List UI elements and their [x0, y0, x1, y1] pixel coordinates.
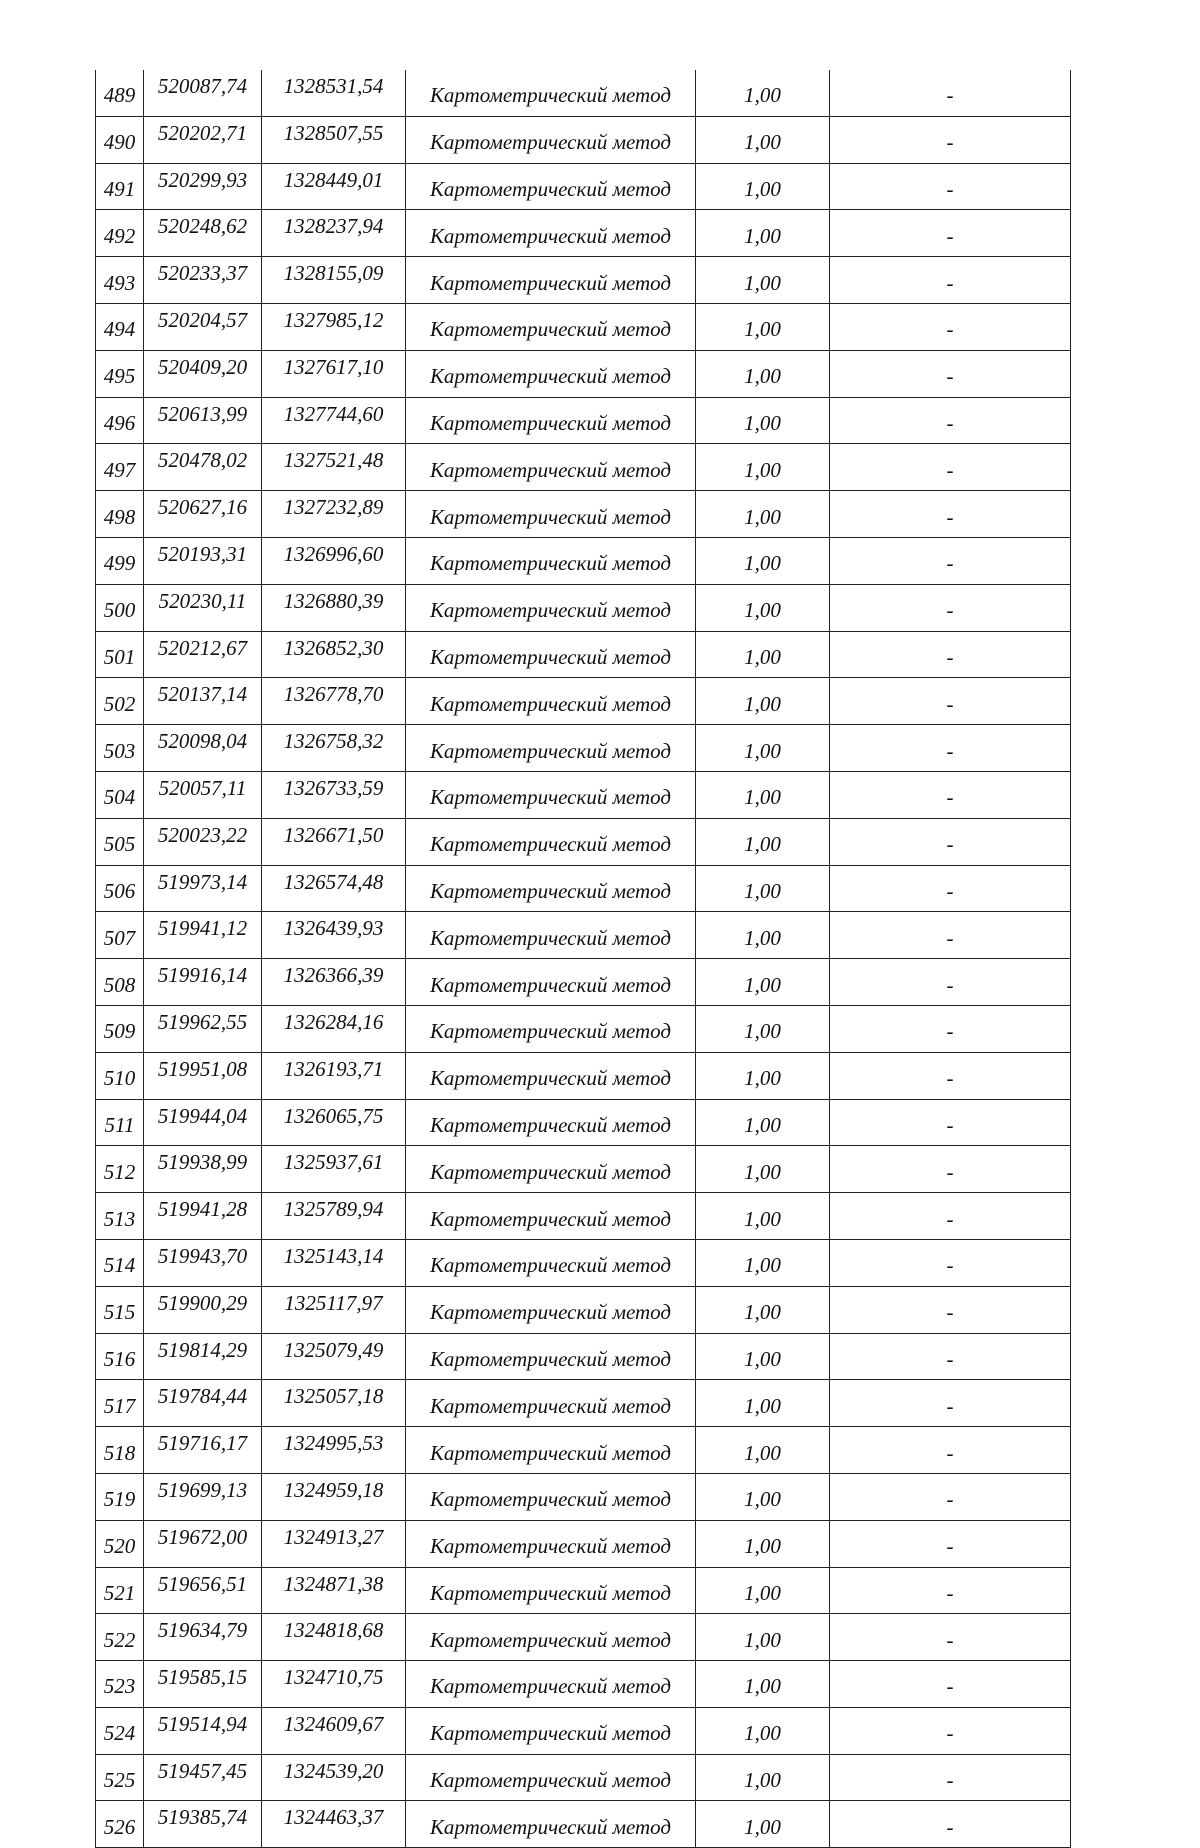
y-coordinate-cell: 1327617,10	[262, 350, 406, 397]
x-coordinate-cell: 520627,16	[144, 491, 262, 538]
note-cell: -	[830, 537, 1071, 584]
accuracy-cell: 1,00	[696, 350, 830, 397]
x-coordinate-cell: 520230,11	[144, 584, 262, 631]
y-coordinate-cell: 1326733,59	[262, 771, 406, 818]
y-coordinate-cell: 1325117,97	[262, 1286, 406, 1333]
y-coordinate-cell: 1326439,93	[262, 912, 406, 959]
method-cell: Картометрический метод	[406, 1380, 696, 1427]
point-number-cell: 522	[96, 1614, 144, 1661]
table-row	[96, 1567, 1071, 1614]
x-coordinate-cell: 520212,67	[144, 631, 262, 678]
table-row	[96, 350, 1071, 397]
point-number-cell: 506	[96, 865, 144, 912]
y-coordinate-cell: 1326574,48	[262, 865, 406, 912]
table-row	[96, 1427, 1071, 1474]
x-coordinate-cell: 519938,99	[144, 1146, 262, 1193]
method-cell: Картометрический метод	[406, 1473, 696, 1520]
note-cell: -	[830, 1380, 1071, 1427]
note-cell: -	[830, 257, 1071, 304]
y-coordinate-cell: 1324818,68	[262, 1614, 406, 1661]
note-cell: -	[830, 210, 1071, 257]
note-cell: -	[830, 959, 1071, 1006]
table-row	[96, 1661, 1071, 1708]
method-cell: Картометрический метод	[406, 1286, 696, 1333]
coordinates-table	[95, 70, 1071, 1848]
point-number-cell: 518	[96, 1427, 144, 1474]
method-cell: Картометрический метод	[406, 912, 696, 959]
accuracy-cell: 1,00	[696, 70, 830, 116]
accuracy-cell: 1,00	[696, 303, 830, 350]
y-coordinate-cell: 1324463,37	[262, 1801, 406, 1848]
point-number-cell: 524	[96, 1707, 144, 1754]
table-row	[96, 959, 1071, 1006]
table-row	[96, 444, 1071, 491]
note-cell: -	[830, 1520, 1071, 1567]
x-coordinate-cell: 519951,08	[144, 1052, 262, 1099]
table-row	[96, 537, 1071, 584]
method-cell: Картометрический метод	[406, 444, 696, 491]
point-number-cell: 510	[96, 1052, 144, 1099]
method-cell: Картометрический метод	[406, 631, 696, 678]
note-cell: -	[830, 163, 1071, 210]
method-cell: Картометрический метод	[406, 1567, 696, 1614]
method-cell: Картометрический метод	[406, 1707, 696, 1754]
x-coordinate-cell: 520299,93	[144, 163, 262, 210]
accuracy-cell: 1,00	[696, 1239, 830, 1286]
table-row	[96, 1239, 1071, 1286]
note-cell: -	[830, 116, 1071, 163]
accuracy-cell: 1,00	[696, 537, 830, 584]
note-cell: -	[830, 725, 1071, 772]
point-number-cell: 491	[96, 163, 144, 210]
table-row	[96, 163, 1071, 210]
note-cell: -	[830, 1661, 1071, 1708]
x-coordinate-cell: 520248,62	[144, 210, 262, 257]
table-row	[96, 1707, 1071, 1754]
table-row	[96, 1146, 1071, 1193]
method-cell: Картометрический метод	[406, 584, 696, 631]
accuracy-cell: 1,00	[696, 444, 830, 491]
point-number-cell: 509	[96, 1005, 144, 1052]
y-coordinate-cell: 1325143,14	[262, 1239, 406, 1286]
point-number-cell: 490	[96, 116, 144, 163]
accuracy-cell: 1,00	[696, 678, 830, 725]
x-coordinate-cell: 520409,20	[144, 350, 262, 397]
y-coordinate-cell: 1325079,49	[262, 1333, 406, 1380]
table-row	[96, 1473, 1071, 1520]
method-cell: Картометрический метод	[406, 537, 696, 584]
point-number-cell: 489	[96, 70, 144, 116]
x-coordinate-cell: 520057,11	[144, 771, 262, 818]
method-cell: Картометрический метод	[406, 1427, 696, 1474]
point-number-cell: 498	[96, 491, 144, 538]
method-cell: Картометрический метод	[406, 1005, 696, 1052]
accuracy-cell: 1,00	[696, 491, 830, 538]
note-cell: -	[830, 1239, 1071, 1286]
note-cell: -	[830, 1427, 1071, 1474]
note-cell: -	[830, 397, 1071, 444]
x-coordinate-cell: 520202,71	[144, 116, 262, 163]
method-cell: Картометрический метод	[406, 1801, 696, 1848]
accuracy-cell: 1,00	[696, 1427, 830, 1474]
note-cell: -	[830, 444, 1071, 491]
y-coordinate-cell: 1325057,18	[262, 1380, 406, 1427]
y-coordinate-cell: 1324539,20	[262, 1754, 406, 1801]
method-cell: Картометрический метод	[406, 257, 696, 304]
note-cell: -	[830, 1286, 1071, 1333]
method-cell: Картометрический метод	[406, 210, 696, 257]
x-coordinate-cell: 519457,45	[144, 1754, 262, 1801]
accuracy-cell: 1,00	[696, 1146, 830, 1193]
note-cell: -	[830, 912, 1071, 959]
y-coordinate-cell: 1328531,54	[262, 70, 406, 116]
note-cell: -	[830, 350, 1071, 397]
method-cell: Картометрический метод	[406, 678, 696, 725]
x-coordinate-cell: 520023,22	[144, 818, 262, 865]
table-row	[96, 678, 1071, 725]
y-coordinate-cell: 1326065,75	[262, 1099, 406, 1146]
note-cell: -	[830, 1754, 1071, 1801]
y-coordinate-cell: 1324710,75	[262, 1661, 406, 1708]
method-cell: Картометрический метод	[406, 1520, 696, 1567]
x-coordinate-cell: 520478,02	[144, 444, 262, 491]
method-cell: Картометрический метод	[406, 1052, 696, 1099]
table-body	[96, 70, 1071, 1848]
accuracy-cell: 1,00	[696, 210, 830, 257]
x-coordinate-cell: 519784,44	[144, 1380, 262, 1427]
point-number-cell: 526	[96, 1801, 144, 1848]
y-coordinate-cell: 1326778,70	[262, 678, 406, 725]
note-cell: -	[830, 1473, 1071, 1520]
accuracy-cell: 1,00	[696, 116, 830, 163]
accuracy-cell: 1,00	[696, 257, 830, 304]
point-number-cell: 507	[96, 912, 144, 959]
point-number-cell: 504	[96, 771, 144, 818]
note-cell: -	[830, 631, 1071, 678]
x-coordinate-cell: 520193,31	[144, 537, 262, 584]
point-number-cell: 495	[96, 350, 144, 397]
table-row	[96, 1520, 1071, 1567]
x-coordinate-cell: 519514,94	[144, 1707, 262, 1754]
point-number-cell: 508	[96, 959, 144, 1006]
point-number-cell: 501	[96, 631, 144, 678]
method-cell: Картометрический метод	[406, 116, 696, 163]
point-number-cell: 525	[96, 1754, 144, 1801]
accuracy-cell: 1,00	[696, 865, 830, 912]
note-cell: -	[830, 1333, 1071, 1380]
point-number-cell: 497	[96, 444, 144, 491]
table-row	[96, 1614, 1071, 1661]
table-row	[96, 1193, 1071, 1240]
y-coordinate-cell: 1327521,48	[262, 444, 406, 491]
table-row	[96, 771, 1071, 818]
method-cell: Картометрический метод	[406, 818, 696, 865]
x-coordinate-cell: 520137,14	[144, 678, 262, 725]
table-row	[96, 865, 1071, 912]
point-number-cell: 521	[96, 1567, 144, 1614]
point-number-cell: 493	[96, 257, 144, 304]
note-cell: -	[830, 1801, 1071, 1848]
point-number-cell: 515	[96, 1286, 144, 1333]
x-coordinate-cell: 519699,13	[144, 1473, 262, 1520]
y-coordinate-cell: 1327232,89	[262, 491, 406, 538]
table-row	[96, 116, 1071, 163]
y-coordinate-cell: 1327744,60	[262, 397, 406, 444]
x-coordinate-cell: 519943,70	[144, 1239, 262, 1286]
point-number-cell: 519	[96, 1473, 144, 1520]
table-row	[96, 1801, 1071, 1848]
y-coordinate-cell: 1328155,09	[262, 257, 406, 304]
note-cell: -	[830, 1707, 1071, 1754]
table-row	[96, 1005, 1071, 1052]
table-row	[96, 912, 1071, 959]
point-number-cell: 494	[96, 303, 144, 350]
method-cell: Картометрический метод	[406, 1754, 696, 1801]
method-cell: Картометрический метод	[406, 1099, 696, 1146]
x-coordinate-cell: 519634,79	[144, 1614, 262, 1661]
table-row	[96, 1754, 1071, 1801]
point-number-cell: 500	[96, 584, 144, 631]
x-coordinate-cell: 519716,17	[144, 1427, 262, 1474]
y-coordinate-cell: 1328237,94	[262, 210, 406, 257]
point-number-cell: 512	[96, 1146, 144, 1193]
y-coordinate-cell: 1324871,38	[262, 1567, 406, 1614]
table-row	[96, 303, 1071, 350]
table-row	[96, 1052, 1071, 1099]
note-cell: -	[830, 678, 1071, 725]
y-coordinate-cell: 1326852,30	[262, 631, 406, 678]
method-cell: Картометрический метод	[406, 1239, 696, 1286]
accuracy-cell: 1,00	[696, 725, 830, 772]
note-cell: -	[830, 303, 1071, 350]
method-cell: Картометрический метод	[406, 1193, 696, 1240]
y-coordinate-cell: 1326996,60	[262, 537, 406, 584]
y-coordinate-cell: 1325789,94	[262, 1193, 406, 1240]
accuracy-cell: 1,00	[696, 1614, 830, 1661]
note-cell: -	[830, 491, 1071, 538]
accuracy-cell: 1,00	[696, 1193, 830, 1240]
accuracy-cell: 1,00	[696, 1286, 830, 1333]
x-coordinate-cell: 519656,51	[144, 1567, 262, 1614]
note-cell: -	[830, 1614, 1071, 1661]
x-coordinate-cell: 519916,14	[144, 959, 262, 1006]
point-number-cell: 511	[96, 1099, 144, 1146]
x-coordinate-cell: 519585,15	[144, 1661, 262, 1708]
method-cell: Картометрический метод	[406, 350, 696, 397]
table-row	[96, 1333, 1071, 1380]
x-coordinate-cell: 519900,29	[144, 1286, 262, 1333]
note-cell: -	[830, 1567, 1071, 1614]
table-row	[96, 210, 1071, 257]
point-number-cell: 514	[96, 1239, 144, 1286]
table-row	[96, 70, 1071, 116]
note-cell: -	[830, 818, 1071, 865]
method-cell: Картометрический метод	[406, 397, 696, 444]
table-row	[96, 257, 1071, 304]
y-coordinate-cell: 1325937,61	[262, 1146, 406, 1193]
table-row	[96, 1286, 1071, 1333]
point-number-cell: 513	[96, 1193, 144, 1240]
point-number-cell: 523	[96, 1661, 144, 1708]
table-row	[96, 1380, 1071, 1427]
point-number-cell: 520	[96, 1520, 144, 1567]
accuracy-cell: 1,00	[696, 1707, 830, 1754]
x-coordinate-cell: 520613,99	[144, 397, 262, 444]
point-number-cell: 499	[96, 537, 144, 584]
point-number-cell: 505	[96, 818, 144, 865]
method-cell: Картометрический метод	[406, 1614, 696, 1661]
point-number-cell: 492	[96, 210, 144, 257]
table-row	[96, 631, 1071, 678]
y-coordinate-cell: 1324913,27	[262, 1520, 406, 1567]
accuracy-cell: 1,00	[696, 771, 830, 818]
y-coordinate-cell: 1326758,32	[262, 725, 406, 772]
accuracy-cell: 1,00	[696, 1473, 830, 1520]
y-coordinate-cell: 1326284,16	[262, 1005, 406, 1052]
y-coordinate-cell: 1326193,71	[262, 1052, 406, 1099]
accuracy-cell: 1,00	[696, 1801, 830, 1848]
accuracy-cell: 1,00	[696, 1099, 830, 1146]
point-number-cell: 502	[96, 678, 144, 725]
x-coordinate-cell: 519385,74	[144, 1801, 262, 1848]
accuracy-cell: 1,00	[696, 1520, 830, 1567]
x-coordinate-cell: 520087,74	[144, 70, 262, 116]
accuracy-cell: 1,00	[696, 1380, 830, 1427]
y-coordinate-cell: 1326671,50	[262, 818, 406, 865]
note-cell: -	[830, 1146, 1071, 1193]
x-coordinate-cell: 519944,04	[144, 1099, 262, 1146]
accuracy-cell: 1,00	[696, 818, 830, 865]
method-cell: Картометрический метод	[406, 1146, 696, 1193]
y-coordinate-cell: 1324609,67	[262, 1707, 406, 1754]
accuracy-cell: 1,00	[696, 1567, 830, 1614]
y-coordinate-cell: 1324959,18	[262, 1473, 406, 1520]
point-number-cell: 496	[96, 397, 144, 444]
method-cell: Картометрический метод	[406, 1661, 696, 1708]
note-cell: -	[830, 1052, 1071, 1099]
note-cell: -	[830, 1193, 1071, 1240]
method-cell: Картометрический метод	[406, 725, 696, 772]
point-number-cell: 517	[96, 1380, 144, 1427]
accuracy-cell: 1,00	[696, 959, 830, 1006]
accuracy-cell: 1,00	[696, 1005, 830, 1052]
note-cell: -	[830, 1099, 1071, 1146]
accuracy-cell: 1,00	[696, 397, 830, 444]
accuracy-cell: 1,00	[696, 1754, 830, 1801]
note-cell: -	[830, 70, 1071, 116]
method-cell: Картометрический метод	[406, 771, 696, 818]
method-cell: Картометрический метод	[406, 303, 696, 350]
x-coordinate-cell: 519973,14	[144, 865, 262, 912]
accuracy-cell: 1,00	[696, 912, 830, 959]
table-row	[96, 725, 1071, 772]
note-cell: -	[830, 865, 1071, 912]
y-coordinate-cell: 1326880,39	[262, 584, 406, 631]
x-coordinate-cell: 519941,28	[144, 1193, 262, 1240]
table-row	[96, 397, 1071, 444]
y-coordinate-cell: 1324995,53	[262, 1427, 406, 1474]
table-row	[96, 818, 1071, 865]
table-row	[96, 1099, 1071, 1146]
accuracy-cell: 1,00	[696, 584, 830, 631]
y-coordinate-cell: 1326366,39	[262, 959, 406, 1006]
accuracy-cell: 1,00	[696, 1052, 830, 1099]
y-coordinate-cell: 1327985,12	[262, 303, 406, 350]
x-coordinate-cell: 520204,57	[144, 303, 262, 350]
accuracy-cell: 1,00	[696, 631, 830, 678]
x-coordinate-cell: 519962,55	[144, 1005, 262, 1052]
x-coordinate-cell: 519672,00	[144, 1520, 262, 1567]
table-row	[96, 584, 1071, 631]
method-cell: Картометрический метод	[406, 1333, 696, 1380]
note-cell: -	[830, 771, 1071, 818]
point-number-cell: 503	[96, 725, 144, 772]
accuracy-cell: 1,00	[696, 163, 830, 210]
note-cell: -	[830, 584, 1071, 631]
method-cell: Картометрический метод	[406, 865, 696, 912]
x-coordinate-cell: 519814,29	[144, 1333, 262, 1380]
x-coordinate-cell: 520098,04	[144, 725, 262, 772]
x-coordinate-cell: 520233,37	[144, 257, 262, 304]
method-cell: Картометрический метод	[406, 163, 696, 210]
method-cell: Картометрический метод	[406, 959, 696, 1006]
note-cell: -	[830, 1005, 1071, 1052]
x-coordinate-cell: 519941,12	[144, 912, 262, 959]
y-coordinate-cell: 1328449,01	[262, 163, 406, 210]
table-row	[96, 491, 1071, 538]
method-cell: Картометрический метод	[406, 491, 696, 538]
point-number-cell: 516	[96, 1333, 144, 1380]
accuracy-cell: 1,00	[696, 1661, 830, 1708]
y-coordinate-cell: 1328507,55	[262, 116, 406, 163]
accuracy-cell: 1,00	[696, 1333, 830, 1380]
method-cell: Картометрический метод	[406, 70, 696, 116]
